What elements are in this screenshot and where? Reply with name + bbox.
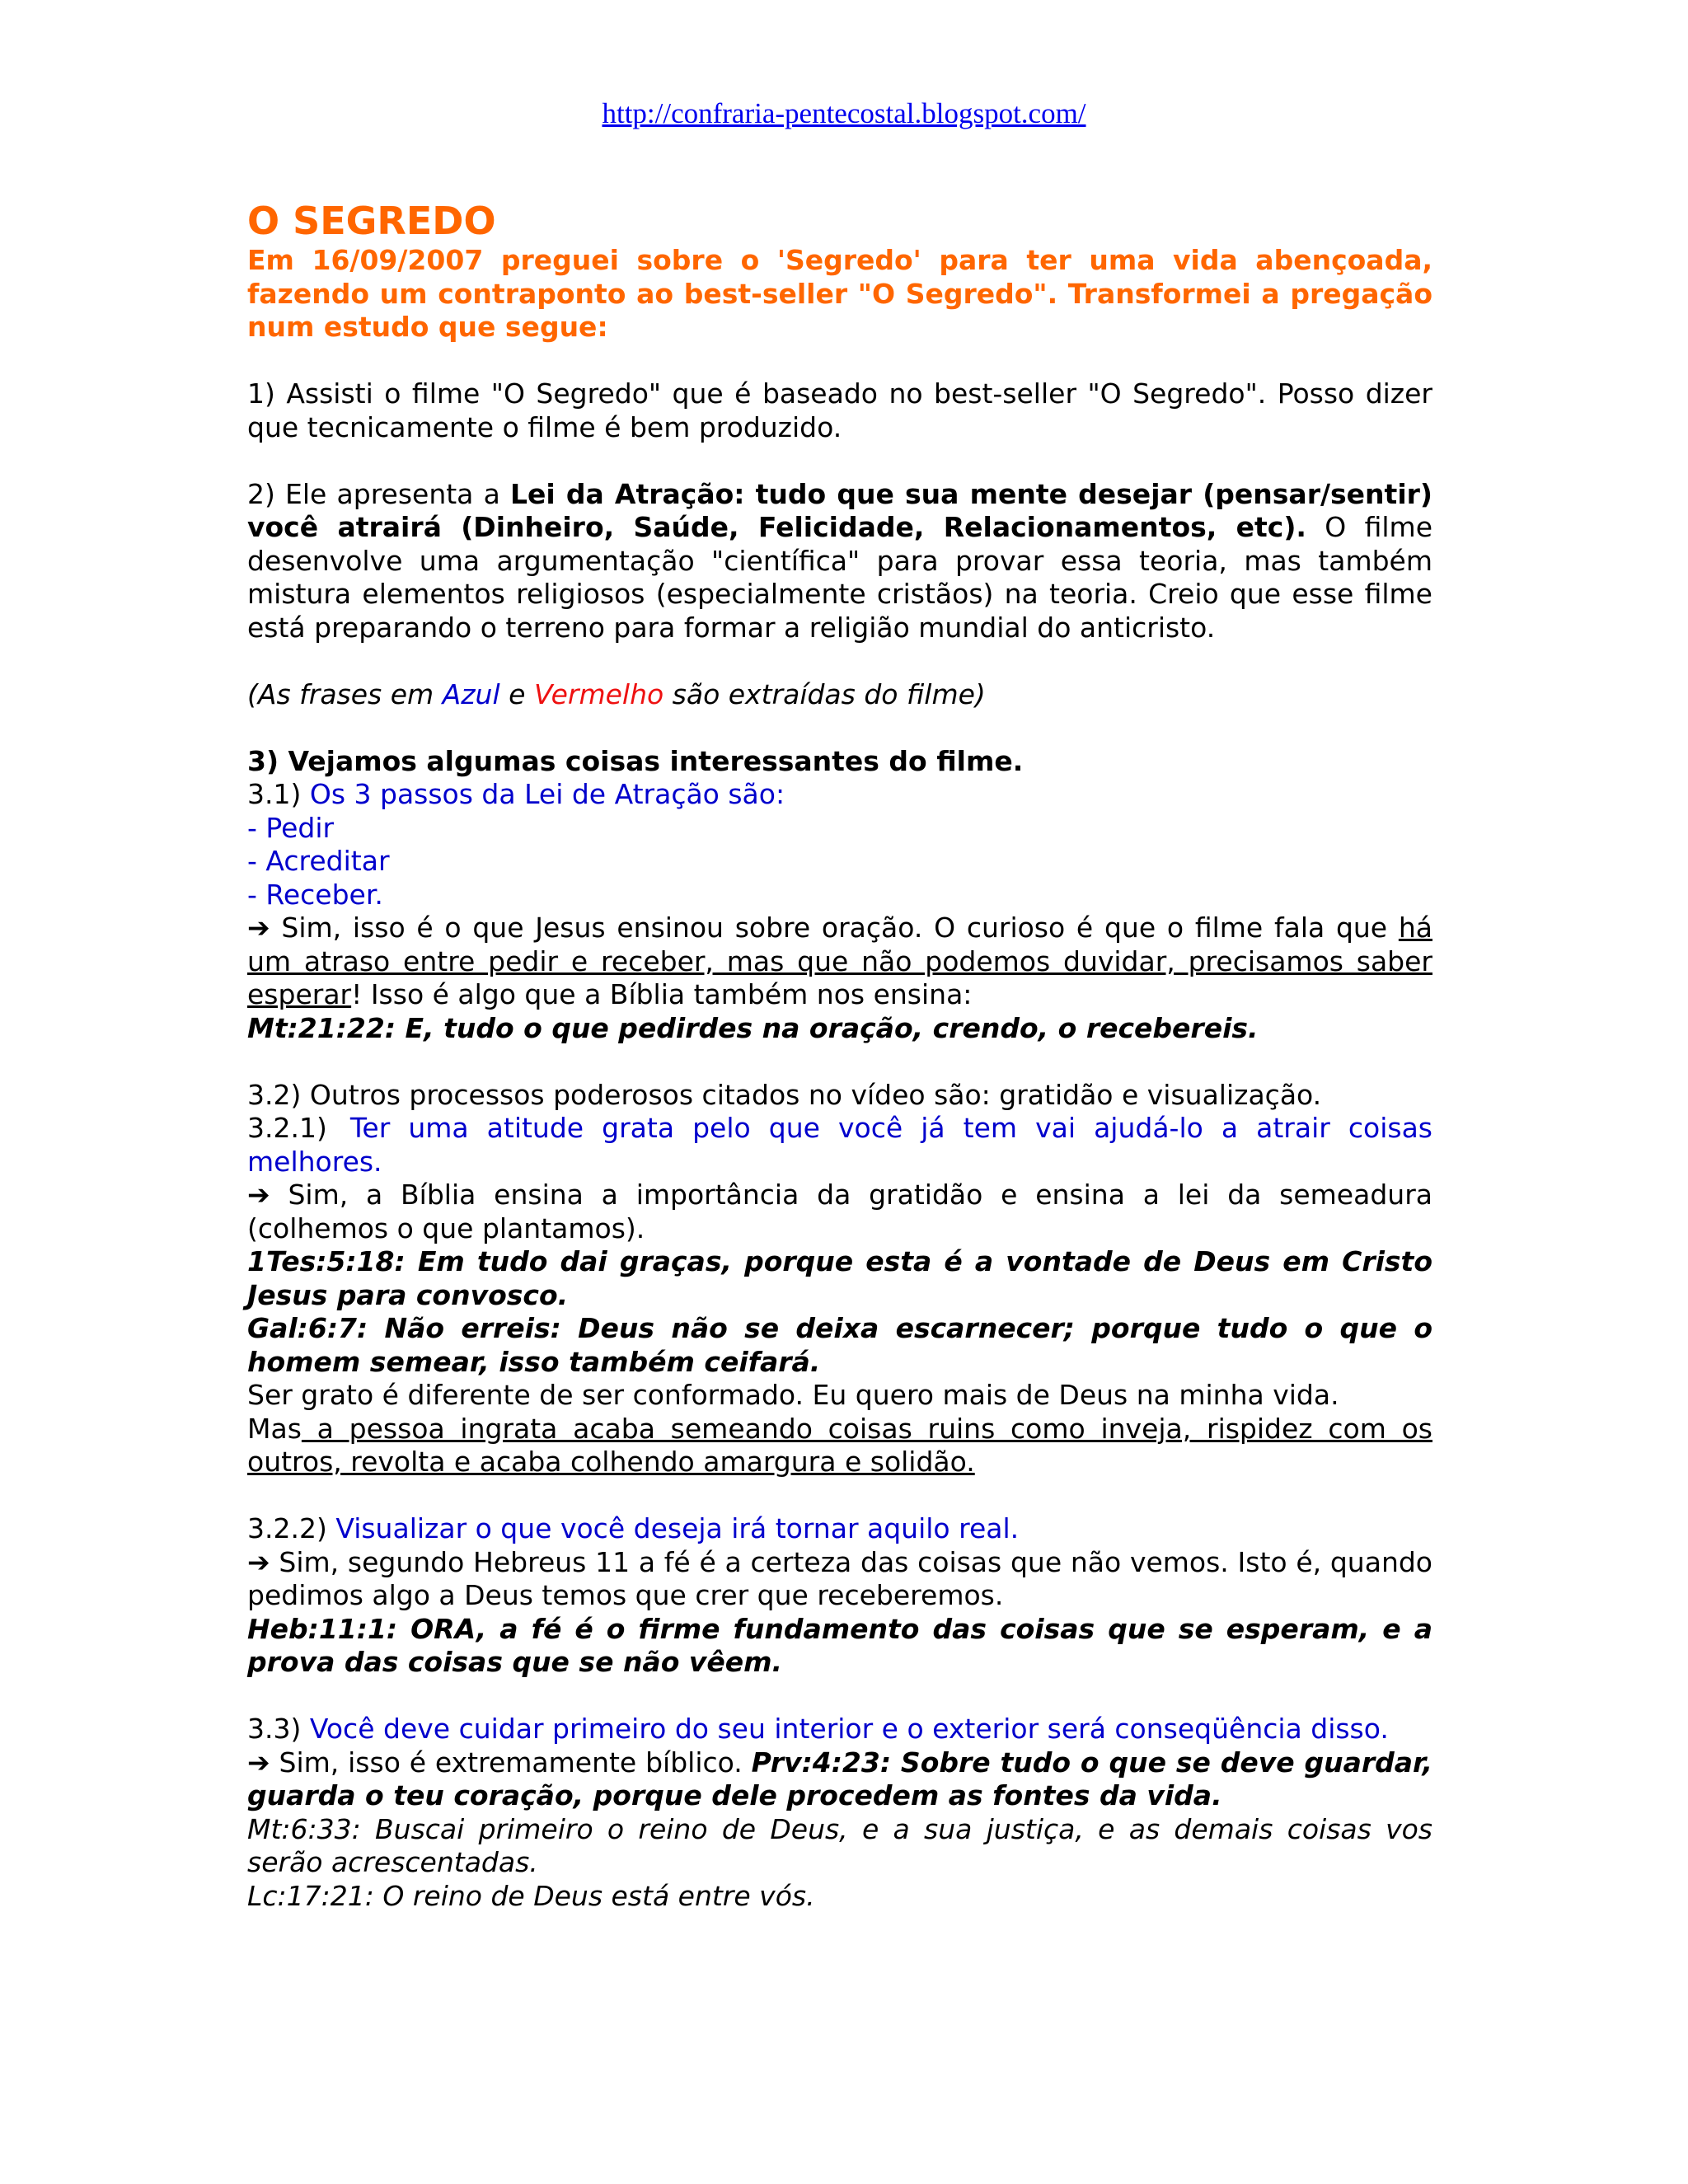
verse-lc-17-21: Lc:17:21: O reino de Deus está entre vós. [247, 1879, 815, 1912]
article-body [247, 198, 1432, 1913]
response-3-1: ➔ Sim, isso é o que Jesus ensinou sobre oração. O curioso é que o filme fala que há um atraso entre pedir e receber, mas que não podemos duvidar, precisamos saber esperar! Isso é algo que a Bíblia também nos ensina: [247, 912, 1432, 1010]
note-vermelho: Vermelho [533, 677, 664, 710]
lei-da-atracao-bold: Lei da Atração: tudo que sua mente desejar (pensar/sentir) você atrairá (Dinheiro, Saúde, Felicidade, Relacionamentos, etc). [247, 477, 1432, 543]
note-azul: Azul [442, 677, 500, 710]
quote-interior: Você deve cuidar primeiro do seu interior e o exterior será conseqüência disso. [309, 1713, 1389, 1745]
arrow-icon: ➔ [247, 912, 270, 944]
verse-heb-11-1: Heb:11:1: ORA, a fé é o firme fundamento das coisas que se esperam, e a prova das coisas que se não vêem. [247, 1612, 1432, 1678]
arrow-icon: ➔ [247, 1746, 270, 1779]
section-3-2: 3.2) Outros processos poderosos citados no vídeo são: gratidão e visualização. [247, 1078, 1322, 1111]
section-3-heading: 3) Vejamos algumas coisas interessantes do filme. [247, 744, 1024, 777]
response-3-2-2: ➔ Sim, segundo Hebreus 11 a fé é a certeza das coisas que não vemos. Isto é, quando pedimos algo a Deus temos que crer que receberemos. [247, 1545, 1432, 1611]
section-2: 2) Ele apresenta a Lei da Atração: tudo que sua mente desejar (pensar/sentir) você atrairá (Dinheiro, Saúde, Felicidade, Relacionamentos, etc). O filme desenvolve uma argumentação "científica" para provar essa teoria, mas também mistura elementos religiosos (especialmente cristãos) na teoria. Creio que esse filme está preparando o terreno para formar a religião mundial do anticristo. [247, 477, 1433, 644]
response-3-2-1: ➔ Sim, a Bíblia ensina a importância da gratidão e ensina a lei da semeadura (colhemos o que plantamos). [247, 1179, 1432, 1244]
quote-3-passos: Os 3 passos da Lei de Atração são: [309, 778, 785, 810]
section-3-2-2: 3.2.2) Visualizar o que você deseja irá tornar aquilo real. [247, 1512, 1020, 1544]
verse-mt-6-33: Mt:6:33: Buscai primeiro o reino de Deus, e a sua justiça, e as demais coisas vos serão acrescentadas. [247, 1812, 1432, 1878]
quote-gratidao: Ter uma atitude grata pelo que você já tem vai ajudá-lo a atrair coisas melhores. [247, 1112, 1432, 1178]
arrow-icon: ➔ [247, 1179, 270, 1211]
intro-paragraph: Em 16/09/2007 preguei sobre o 'Segredo' para ter uma vida abençoada, fazendo um contraponto ao best-seller "O Segredo". Transformei a pregação num estudo que segue: [247, 244, 1432, 343]
underlined-atraso: há um atraso entre pedir e receber, mas que não podemos duvidar, precisamos saber esperar [247, 912, 1432, 1010]
grato-paragraph: Ser grato é diferente de ser conformado. Eu quero mais de Deus na minha vida. [247, 1379, 1339, 1411]
color-note: (As frases em Azul e Vermelho são extraídas do filme) [247, 677, 986, 710]
section-3-3: 3.3) Você deve cuidar primeiro do seu interior e o exterior será conseqüência disso. [247, 1713, 1389, 1745]
response-3-3: ➔ Sim, isso é extremamente bíblico. Prv:4:23: Sobre tudo o que se deve guardar, guarda o teu coração, porque dele procedem as fontes da vida. [247, 1746, 1432, 1811]
header-url-link[interactable]: http://confraria-pentecostal.blogspot.com/ [602, 97, 1086, 129]
verse-1tes-5-18: 1Tes:5:18: Em tudo dai graças, porque esta é a vontade de Deus em Cristo Jesus para convosco. [247, 1245, 1432, 1311]
quote-visualizar: Visualizar o que você deseja irá tornar aquilo real. [335, 1512, 1020, 1544]
article-title: O SEGREDO [247, 199, 496, 243]
step-pedir: - Pedir [247, 811, 335, 844]
verse-gal-6-7: Gal:6:7: Não erreis: Deus não se deixa escarnecer; porque tudo o que o homem semear, isso também ceifará. [247, 1312, 1432, 1378]
section-1: 1) Assisti o filme "O Segredo" que é baseado no best-seller "O Segredo". Posso dizer que tecnicamente o filme é bem produzido. [247, 377, 1432, 443]
verse-mt-21-22: Mt:21:22: E, tudo o que pedirdes na oração, crendo, o recebereis. [247, 1011, 1259, 1044]
arrow-icon: ➔ [247, 1545, 270, 1578]
section-3-1: 3.1) Os 3 passos da Lei de Atração são: [247, 778, 785, 810]
section-3-2-1: 3.2.1) Ter uma atitude grata pelo que você já tem vai ajudá-lo a atrair coisas melhores. [247, 1112, 1432, 1178]
step-acreditar: - Acreditar [247, 845, 390, 877]
ingrata-paragraph: Mas a pessoa ingrata acaba semeando coisas ruins como inveja, rispidez com os outros, revolta e acaba colhendo amargura e solidão. [247, 1412, 1432, 1478]
step-receber: - Receber. [247, 878, 383, 911]
verse-prv-4-23: Prv:4:23: Sobre tudo o que se deve guardar, guarda o teu coração, porque dele procedem as fontes da vida. [247, 1746, 1432, 1811]
underlined-ingrata: a pessoa ingrata acaba semeando coisas ruins como inveja, rispidez com os outros, revolta e acaba colhendo amargura e solidão. [247, 1412, 1432, 1478]
